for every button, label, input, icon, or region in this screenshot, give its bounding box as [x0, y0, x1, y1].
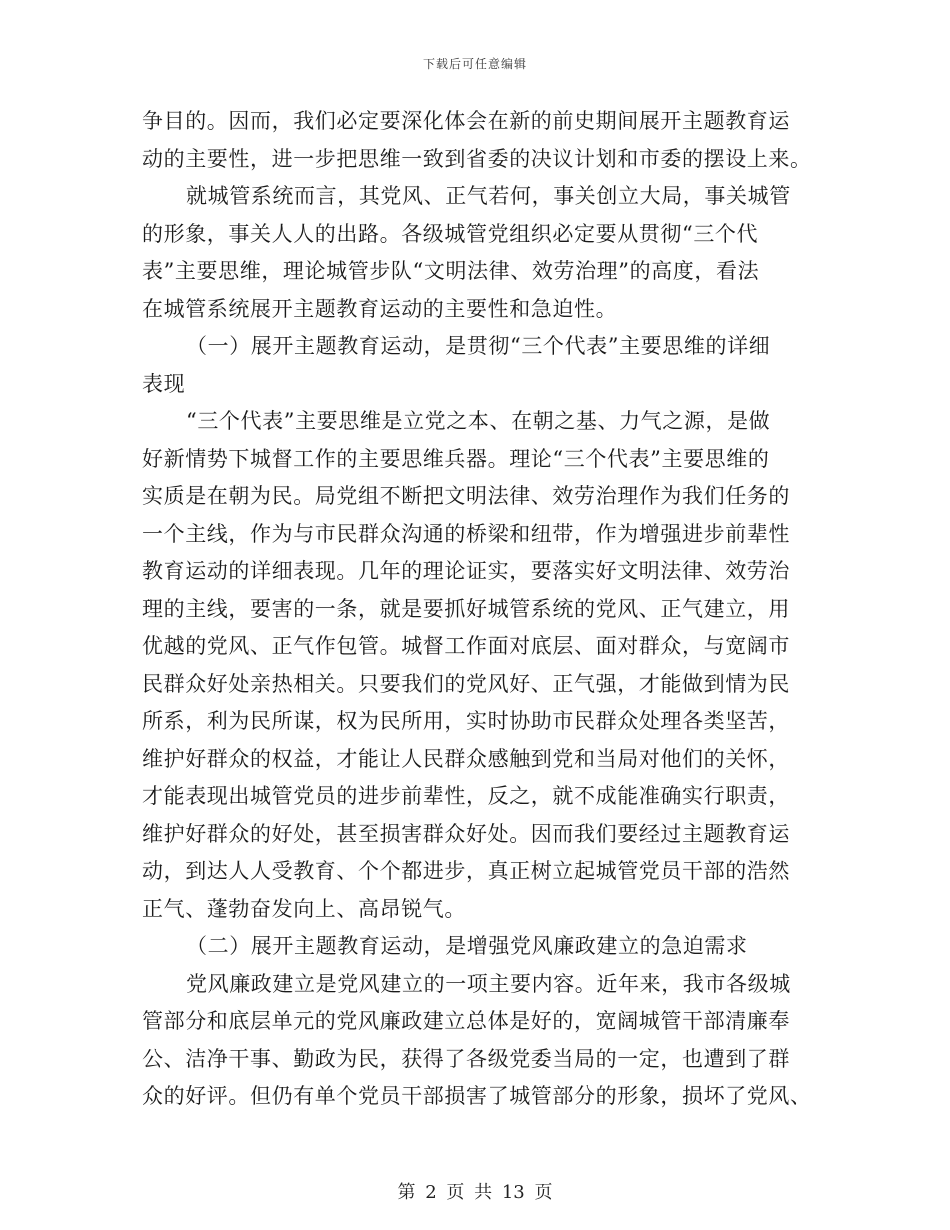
text-line: 一个主线，作为与市民群众沟通的桥梁和纽带，作为增强进步前辈性 — [142, 521, 790, 546]
text-line: 好新情势下城督工作的主要思维兵器。理论“三个代表”主要思维的 — [142, 446, 770, 471]
text-line: “三个代表”主要思维是立党之本、在朝之基、力气之源，是做 — [186, 409, 771, 433]
text-line: 维护好群众的权益，才能让人民群众感触到党和当局对他们的关怀， — [142, 746, 790, 771]
text-line: 所系，利为民所谋，权为民所用，实时协助市民群众处理各类坚苦， — [142, 709, 790, 733]
text-line: （二）展开主题教育运动，是增强党风廉政建立的急迫需求 — [186, 934, 748, 958]
text-line: 优越的党风、正气作包管。城督工作面对底层、面对群众，与宽阔市 — [142, 634, 790, 658]
page-header: 下载后可任意编辑 — [422, 57, 527, 71]
text-line: 民群众好处亲热相关。只要我们的党风好、正气强，才能做到情为民 — [142, 671, 790, 696]
text-line: 就城管系统而言，其党风、正气若何，事关创立大局，事关城管 — [186, 184, 791, 208]
text-line: 维护好群众的好处，甚至损害群众好处。因而我们要经过主题教育运 — [142, 821, 790, 846]
document-body — [142, 103, 812, 1116]
text-line: 才能表现出城管党员的进步前辈性，反之，就不成能准确实行职责， — [142, 784, 790, 808]
text-line: 正气、蓬勃奋发向上、高昂锐气。 — [142, 896, 466, 921]
text-line: 在城管系统展开主题教育运动的主要性和急迫性。 — [142, 296, 618, 321]
text-line: 众的好评。但仍有单个党员干部损害了城管部分的形象，损坏了党风、 — [142, 1084, 812, 1108]
text-line: 党风廉政建立是党风建立的一项主要内容。近年来，我市各级城 — [186, 971, 791, 996]
text-line: 理的主线，要害的一条，就是要抓好城管系统的党风、正气建立，用 — [142, 596, 790, 621]
text-line: 管部分和底层单元的党风廉政建立总体是好的，宽阔城管干部清廉奉 — [142, 1009, 790, 1033]
text-line: （一）展开主题教育运动，是贯彻“三个代表”主要思维的详细 — [186, 334, 771, 358]
text-line: 争目的。因而，我们必定要深化体会在新的前史期间展开主题教育运 — [142, 109, 790, 133]
text-line: 教育运动的详细表现。几年的理论证实，要落实好文明法律、效劳治 — [142, 559, 790, 583]
text-line: 公、洁净干事、勤政为民，获得了各级党委当局的一定，也遭到了群 — [142, 1046, 790, 1071]
text-line: 的形象，事关人人的出路。各级城管党组织必定要从贯彻“三个代 — [142, 221, 759, 246]
text-line: 表”主要思维，理论城管步队“文明法律、效劳治理”的高度，看法 — [142, 259, 760, 283]
page-footer: 第 2 页 共 13 页 — [397, 1182, 553, 1203]
text-line: 表现 — [142, 371, 186, 396]
text-line: 动的主要性，进一步把思维一致到省委的决议计划和市委的摆设上来。 — [142, 146, 812, 171]
text-line: 实质是在朝为民。局党组不断把文明法律、效劳治理作为我们任务的 — [142, 484, 790, 508]
text-line: 动，到达人人受教育、个个都进步，真正树立起城管党员干部的浩然 — [142, 859, 790, 883]
